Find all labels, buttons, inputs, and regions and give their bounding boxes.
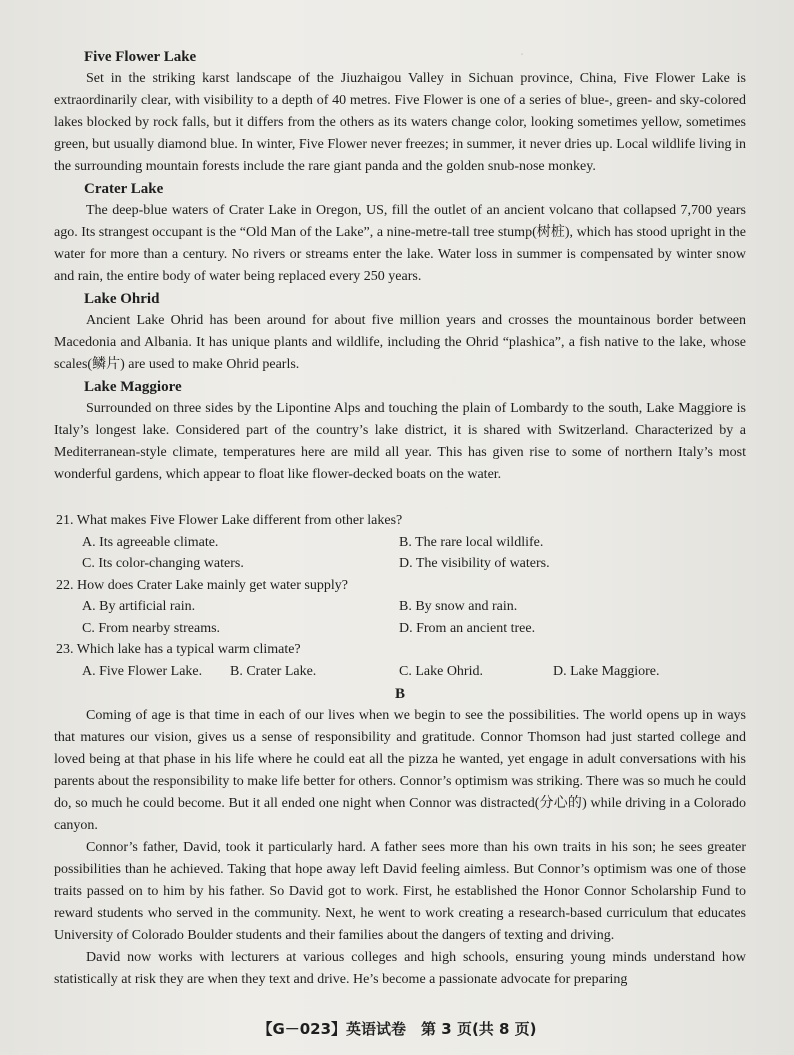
passage-b (54, 683, 746, 991)
passage-a (54, 46, 746, 486)
section-text-five-flower-lake: Set in the striking karst landscape of the Jiuzhaigou Valley in Sichuan province, China, Five Flower Lake is extraordinarily clear, with visibility to a depth of 40 metres. Five Flower is one of a series of blue-, green- and sky-colored lakes blocked by rock falls, but it differs from the others as its waters change color, looking sometimes yellow, sometimes green, but usually diamond blue. In winter, Five Flower never freezes; in summer, it never dries up. Local wildlife living in the surrounding mountain forests include the rare giant panda and the golden snub-nose monkey. (54, 71, 746, 174)
section-text-crater-lake: The deep-blue waters of Crater Lake in Oregon, US, fill the outlet of an ancient volcano that collapsed 7,700 years ago. Its strangest occupant is the “Old Man of the Lake”, a nine-metre-tall tree stump(树桩), which has stood upright in the water for more than a century. No rivers or streams enter the lake. Water loss in summer is compensated by winter snow and rain, the entire body of water being replaced every 250 years. (54, 203, 746, 284)
question-22-option-c[interactable]: C. From nearby streams. (82, 620, 221, 636)
passage-b-paragraph-3: David now works with lecturers at various colleges and high schools, ensuring young minds understand how statistically at risk they are when they text and drive. He’s become a passionate advocate for preparing (54, 950, 746, 987)
question-21-option-c[interactable]: C. Its color-changing waters. (82, 556, 244, 571)
question-21-option-d[interactable]: D. The visibility of waters. (399, 556, 550, 571)
section-text-lake-maggiore: Surrounded on three sides by the Lipontine Alps and touching the plain of Lombardy to the south, Lake Maggiore is Italy’s longest lake. Considered part of the country’s lake district, it is shared with Switzerland. Characterized by a Mediterranean-style climate, temperatures here are mild all year. This has given rise to some of northern Italy’s most wonderful gardens, which appear to float like flower-decked boats on the water. (54, 401, 746, 482)
question-22-options-row-2 (54, 618, 746, 640)
passage-b-paragraph-2: Connor’s father, David, took it particularly hard. A father sees more than his own traits in his son; he sees greater possibilities than he achieved. Taking that hope away left David feeling aimless. But Connor’s optimism was one of those traits passed on to him by his father. So David got to work. First, he established the Honor Connor Scholarship Fund to reward students who served in the community. Next, he went to work creating a research-based curriculum that educates University of Colorado Boulder students and their families about the dangers of texting and driving. (54, 840, 746, 943)
question-23-option-b[interactable]: B. Crater Lake. (230, 663, 317, 679)
question-21-stem: 21. What makes Five Flower Lake different from other lakes? (56, 513, 403, 528)
question-22-option-d[interactable]: D. From an ancient tree. (399, 620, 536, 636)
question-21-options-row-2 (54, 553, 746, 575)
question-22-options-row-1 (54, 596, 746, 618)
question-23-option-a[interactable]: A. Five Flower Lake. (82, 663, 203, 679)
question-23-stem: 23. Which lake has a typical warm climate? (56, 642, 301, 657)
section-text-lake-ohrid: Ancient Lake Ohrid has been around for about five million years and crosses the mountainous border between Macedonia and Albania. It has unique plants and wildlife, including the Ohrid “plashica”, a fish native to the lake, whose scales(鳞片) are used to make Ohrid pearls. (54, 313, 746, 372)
section-title-lake-ohrid: Lake Ohrid (84, 291, 160, 307)
question-21-option-a[interactable]: A. Its agreeable climate. (82, 534, 219, 550)
passage-b-paragraph-1: Coming of age is that time in each of our lives when we begin to see the possibilities. The world opens up in ways that matures our vision, gives us a sense of responsibility and gratitude. Connor Thomson had just started college and loved being at that phase in his life where he could eat all the pizza he wanted, yet engage in adult conversations with his parents about the responsibility to make life better for others. Connor’s optimism was striking. There was so much he could do, so much he could become. But it all ended one night when Connor was distracted(分心的) while driving in a Colorado canyon. (54, 708, 746, 833)
section-title-crater-lake: Crater Lake (84, 181, 164, 197)
page-footer: 【G－023】英语试卷 第 3 页(共 8 页) (257, 1020, 537, 1038)
question-22-stem: 22. How does Crater Lake mainly get water supply? (56, 577, 348, 593)
question-23-option-d[interactable]: D. Lake Maggiore. (553, 663, 660, 679)
question-21-options-row-1 (54, 532, 746, 554)
question-22-option-b[interactable]: B. By snow and rain. (399, 599, 518, 614)
passage-b-label: B (394, 686, 405, 702)
section-title-five-flower-lake: Five Flower Lake (84, 49, 197, 65)
section-title-lake-maggiore: Lake Maggiore (84, 379, 182, 395)
questions (54, 510, 746, 682)
bleed-through-text: · (520, 48, 525, 63)
question-21-option-b[interactable]: B. The rare local wildlife. (399, 534, 544, 550)
question-22-option-a[interactable]: A. By artificial rain. (82, 599, 196, 614)
question-23-options-row (54, 661, 746, 683)
question-23-option-c[interactable]: C. Lake Ohrid. (399, 663, 483, 679)
